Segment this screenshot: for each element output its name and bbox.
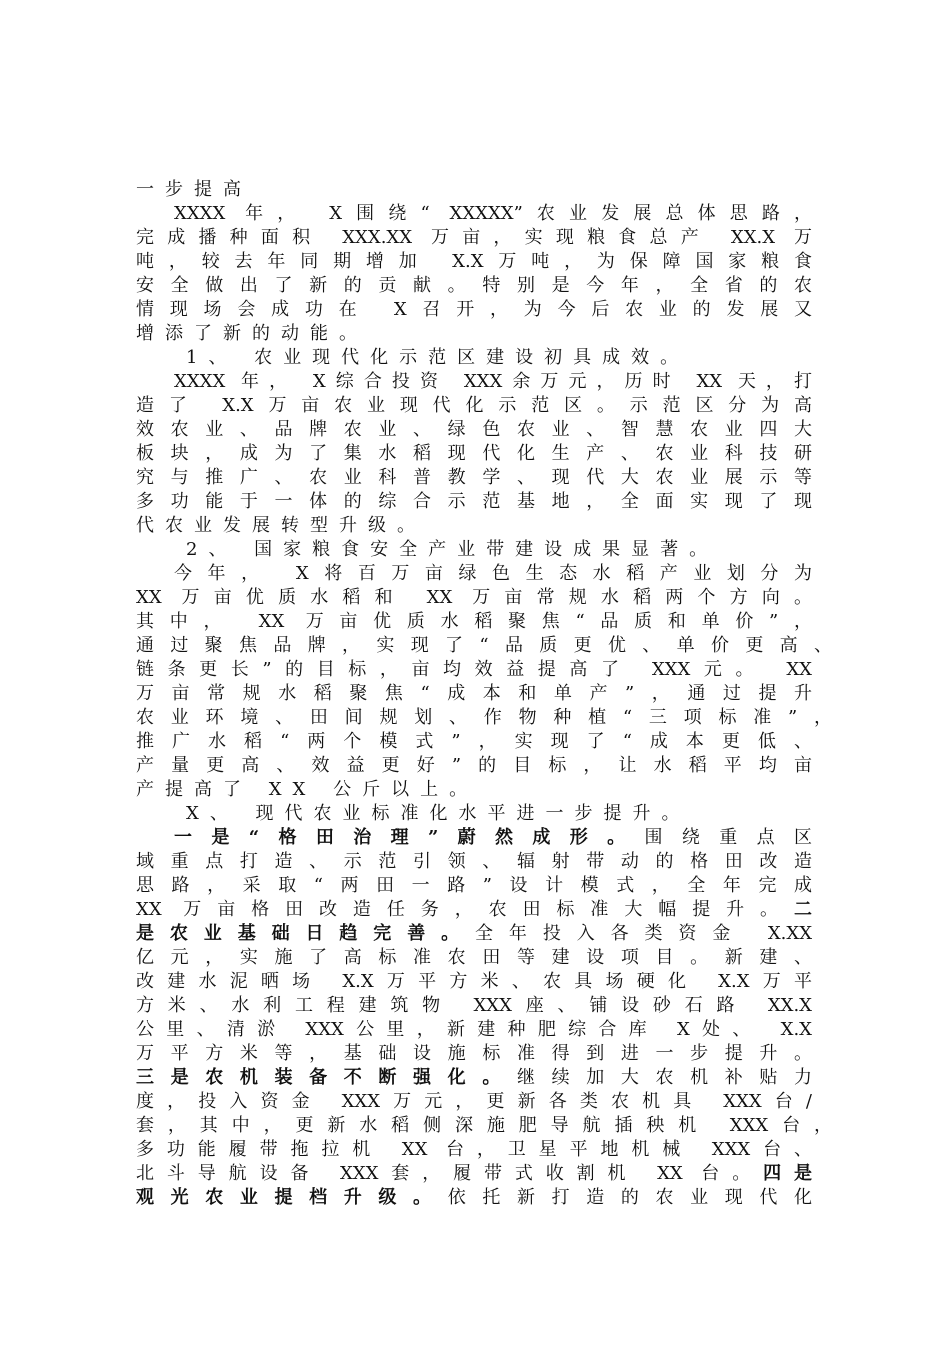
text-line: 改建水泥晒场 X.X万平方米、农具场硬化 X.X万平	[136, 971, 812, 992]
text-line: 域重点打造、示范引领、辐射带动的格田改造	[136, 851, 812, 872]
text-line: 思路，采取“两田一路”设计模式，全年完成	[136, 875, 812, 896]
text-line: 三是农机装备不断强化。继续加大农机补贴力	[136, 1067, 813, 1088]
text-line: 完成播种面积 XXX.XX 万亩，实现粮食总产 XX.X 万	[136, 227, 812, 248]
text-line: 度，投入资金 XXX万元，更新各类农机具 XXX台/	[136, 1091, 812, 1112]
text-line: 是农业基础日趋完善。全年投入各类资金 X.XX	[136, 923, 813, 944]
text-line: 今年， X将百万亩绿色生态水稻产业划分为	[174, 563, 812, 584]
text-line: 增添了新的动能。	[136, 323, 368, 344]
section-heading: 2、 国家粮食安全产业带建设成果显著。	[186, 539, 719, 560]
text-line: 链条更长”的目标，亩均效益提高了 XXX元。 XX	[136, 659, 812, 680]
text-line: 一步提高	[136, 179, 252, 200]
section-heading: 1、 农业现代化示范区建设初具成效。	[186, 347, 690, 368]
text-line: 北斗导航设备 XXX套，履带式收割机 XX 台。四是	[136, 1163, 812, 1184]
text-line: 产量更高、效益更好”的目标，让水稻平均亩	[136, 755, 812, 776]
text-line: 万亩常规水稻聚焦“成本和单产”，通过提升	[136, 683, 812, 704]
text-line: 代农业发展转型升级。	[136, 515, 426, 536]
text-line: XX 万亩优质水稻和 XX 万亩常规水稻两个方向。	[136, 587, 812, 608]
text-line: 其中， XX 万亩优质水稻聚焦“品质和单价”，	[136, 611, 812, 632]
text-line: 方米、水利工程建筑物 XXX座、铺设砂石路 XX.X	[136, 995, 812, 1016]
text-line: 一是“格田治理”蔚然成形。围绕重点区	[174, 827, 812, 848]
text-line: 套，其中，更新水稻侧深施肥导航插秧机 XXX台，	[136, 1115, 832, 1136]
text-line: 吨，较去年同期增加 X.X万吨，为保障国家粮食	[136, 251, 812, 272]
text-line: 情现场会成功在 X召开，为今后农业的发展又	[136, 299, 812, 320]
text-line: XX 万亩格田改造任务，农田标准大幅提升。二	[136, 899, 812, 920]
text-line: 究与推广、农业科普教学、现代大农业展示等	[136, 467, 812, 488]
text-line: 板块，成为了集水稻现代化生产、农业科技研	[136, 443, 812, 464]
text-line: 产提高了 XX 公斤以上。	[136, 779, 479, 800]
text-line: 多功能履带拖拉机 XX 台，卫星平地机械 XXX台、	[136, 1139, 812, 1160]
text-line: 万平方米等，基础设施标准得到进一步提升。	[136, 1043, 812, 1064]
text-line: 公里、清淤 XXX公里，新建种肥综合库 X处、 X.X	[136, 1019, 812, 1040]
text-line: XXXX 年， X综合投资 XXX余万元，历时 XX 天，打	[174, 371, 812, 392]
text-line: 农业环境、田间规划、作物种植“三项标准”，	[136, 707, 832, 728]
text-line: XXXX 年， X围绕“ XXXXX”农业发展总体思路，	[174, 203, 812, 224]
text-line: 效农业、品牌农业、绿色农业、智慧农业四大	[136, 419, 812, 440]
text-line: 推广水稻“两个模式”，实现了“成本更低、	[136, 731, 812, 752]
text-line: 多功能于一体的综合示范基地，全面实现了现	[136, 491, 812, 512]
text-line: 安全做出了新的贡献。特别是今年，全省的农	[136, 275, 812, 296]
text-line: 观光农业提档升级。依托新打造的农业现代化	[136, 1187, 813, 1208]
text-line: 通过聚焦品牌，实现了“品质更优、单价更高、	[136, 635, 832, 656]
text-line: 造了 X.X万亩农业现代化示范区。示范区分为高	[136, 395, 812, 416]
text-line: 亿元，实施了高标准农田等建设项目。新建、	[136, 947, 812, 968]
section-heading: X、 现代农业标准化水平进一步提升。	[186, 803, 691, 824]
